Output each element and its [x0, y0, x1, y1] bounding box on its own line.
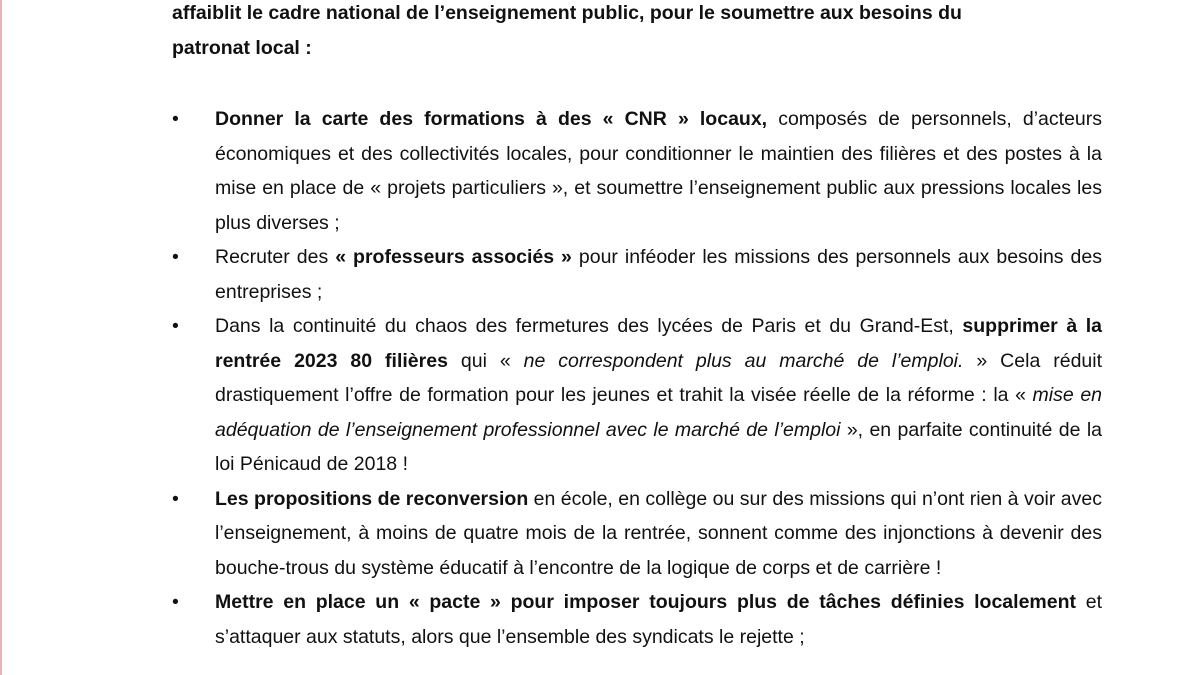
intro-line-1: affaiblit le cadre national de l’enseignement public, pour le soumettre aux besoins du: [172, 2, 962, 24]
bullet-item-content: [172, 240, 1102, 309]
bullet-icon: •: [172, 591, 179, 613]
intro-line-2: patronat local :: [172, 36, 312, 59]
bullet-item-pacte: [172, 585, 1102, 654]
item-pre-text: Dans la continuité du chaos des fermetures des lycées de Paris et du Grand-Est,: [215, 315, 963, 337]
item-bold-text: Mettre en place un « pacte » pour imposer toujours plus de tâches définies localement: [215, 591, 1076, 613]
item-text: en école, en collège ou sur des missions qui n’ont rien à voir avec l’enseignement, à moins de quatre mois de la rentrée, sonnent comme des injonctions à devenir des bouche-trous du système éducatif à l’encontre de la logique de corps et de carrière !: [215, 487, 1102, 579]
item-text: », en parfaite continuité de la loi Pénicaud de 2018 !: [215, 418, 1102, 475]
item-bold-text: Donner la carte des formations à des « CNR » locaux,: [215, 108, 768, 130]
bullet-item-professeurs-associes: [172, 240, 1102, 309]
bullet-icon: •: [172, 246, 179, 268]
item-text: composés de personnels, d’acteurs économiques et des collectivités locales, pour conditionner le maintien des filières et des postes à la mise en place de « projets particuliers », et soumettre l’enseignement public aux pressions locales les plus diverses ;: [215, 108, 1103, 234]
intro-paragraph: [172, 0, 1102, 65]
item-bold-text: Les propositions de reconversion: [215, 487, 529, 510]
item-text: et s’attaquer aux statuts, alors que l’ensemble des syndicats le rejette ;: [215, 591, 1102, 648]
bullet-item-content: [172, 309, 1102, 482]
item-bold-text: « professeurs associés »: [335, 246, 572, 268]
item-text: pour inféoder les missions des personnels aux besoins des entreprises ;: [215, 246, 1102, 303]
bullet-item-cnr: [172, 102, 1102, 240]
bullet-item-reconversion: [172, 482, 1102, 586]
bullet-icon: •: [172, 487, 179, 510]
item-pre-text: Recruter des: [215, 246, 336, 268]
bullet-item-content: [172, 482, 1102, 586]
bullet-icon: •: [172, 108, 179, 130]
item-bold-text: supprimer à la rentrée 2023 80 filières: [215, 315, 1102, 372]
page-margin-line: [0, 0, 2, 675]
item-mid-text: qui «: [447, 349, 524, 372]
item-italic-quote: mise en adéquation de l’enseignement professionnel avec le marché de l’emploi: [215, 384, 1103, 441]
item-italic-quote: ne correspondent plus au marché de l’emploi.: [523, 349, 964, 372]
bullet-item-content: [172, 585, 1102, 654]
bullet-item-suppression-filieres: [172, 309, 1102, 482]
paragraph-spacer: [172, 65, 1102, 102]
item-mid-text: » Cela réduit drastiquement l’offre de formation pour les jeunes et trahit la visée réelle de la réforme : la «: [215, 349, 1103, 406]
document-body: [172, 0, 1102, 654]
bullet-icon: •: [172, 315, 179, 337]
bullet-item-content: [172, 102, 1102, 240]
